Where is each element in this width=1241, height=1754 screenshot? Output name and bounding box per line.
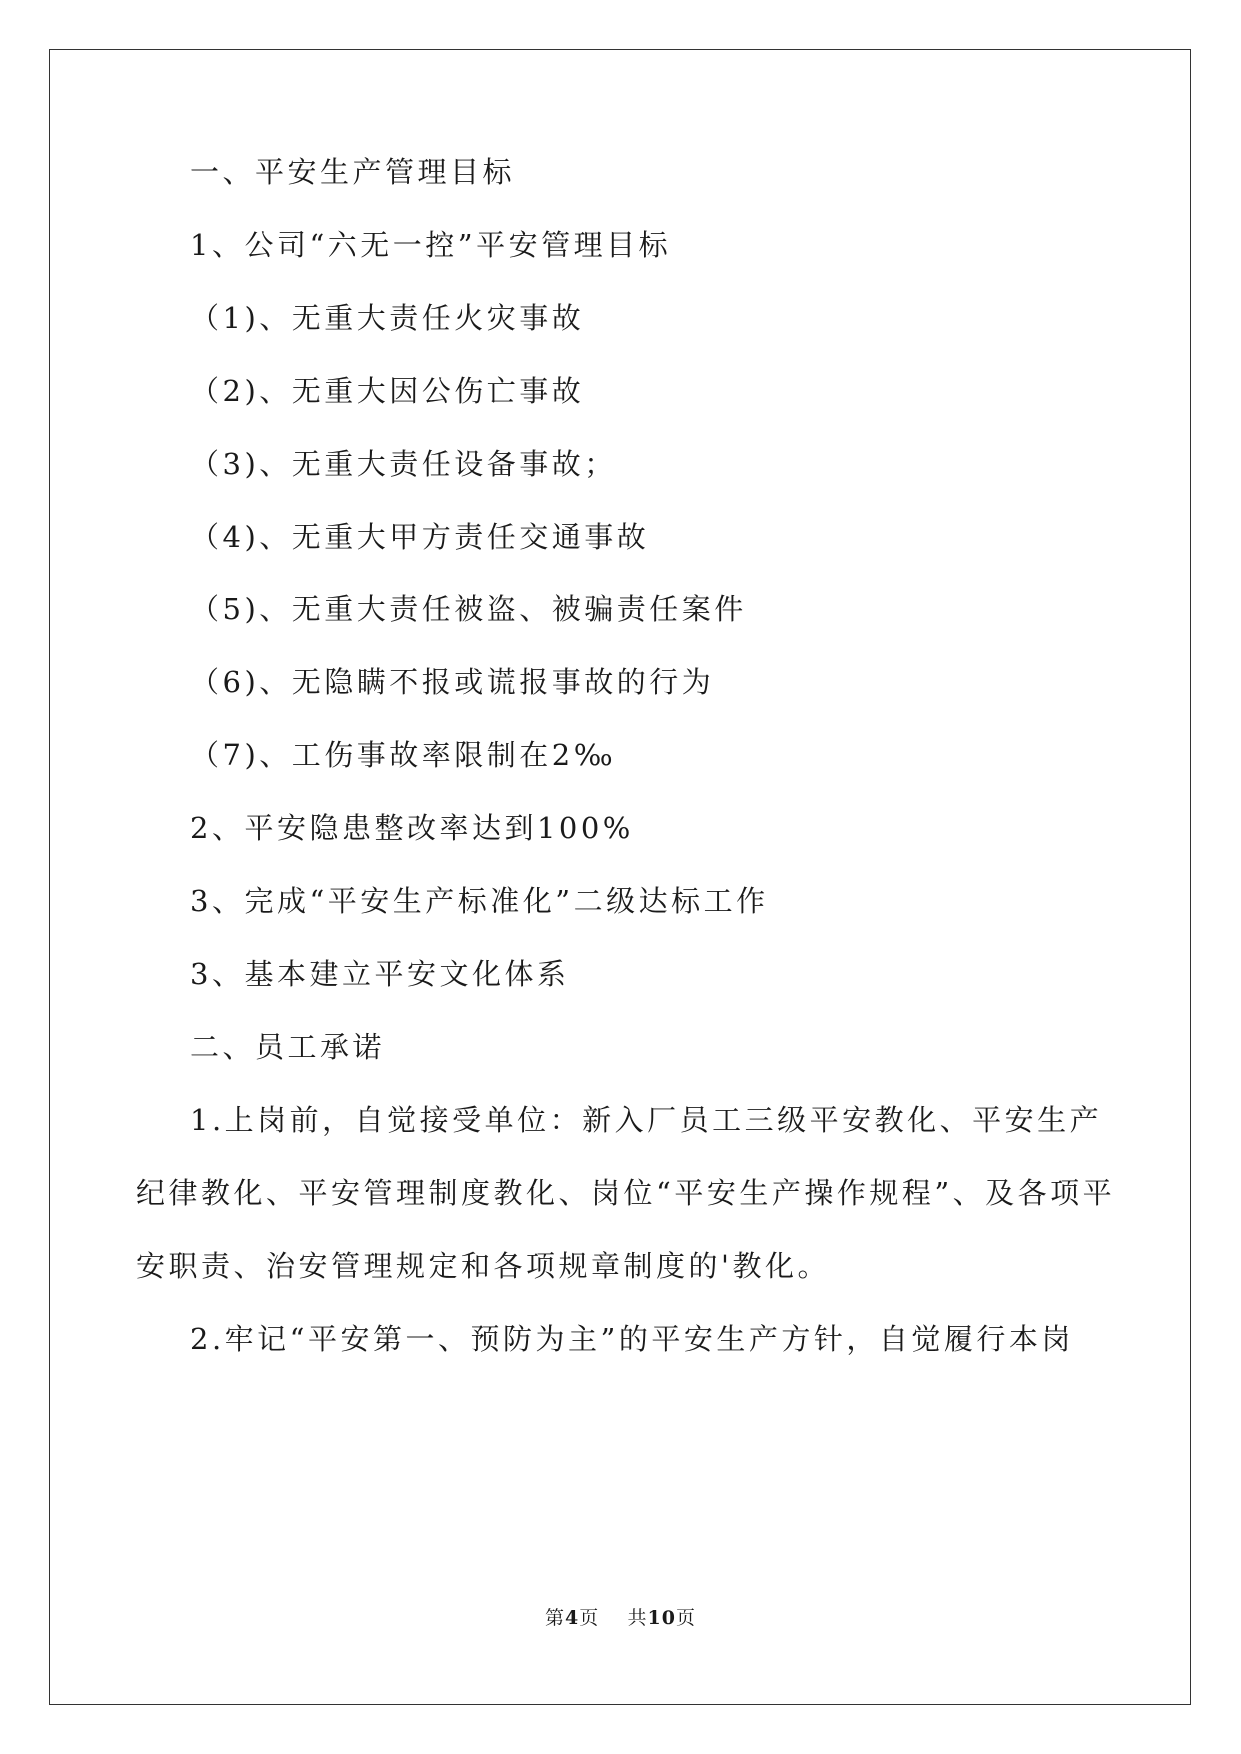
goal-subitem-6: （6)、无隐瞒不报或谎报事故的行为 [190, 665, 715, 699]
pledge-item-1-line-2: 纪律教化、平安管理制度教化、岗位“平安生产操作规程”、及各项平 [136, 1176, 1116, 1210]
goal-subitem-1: （1)、无重大责任火灾事故 [190, 301, 585, 335]
pledge-item-1-line-1: 1.上岗前，自觉接受单位：新入厂员工三级平安教化、平安生产 [190, 1103, 1103, 1137]
footer-page-unit: 页 [579, 1607, 600, 1629]
footer-total-unit: 页 [675, 1607, 696, 1629]
goal-item-2: 2、平安隐患整改率达到100% [190, 811, 634, 845]
goal-item-3: 3、完成“平安生产标准化”二级达标工作 [190, 884, 769, 918]
section-heading-safety-goals: 一、平安生产管理目标 [190, 155, 516, 189]
pledge-item-1-line-3: 安职责、治安管理规定和各项规章制度的'教化。 [136, 1249, 830, 1283]
goal-subitem-7: （7)、工伤事故率限制在2‰ [190, 738, 617, 772]
footer-total-pages: 10 [647, 1607, 676, 1629]
footer-page-prefix: 第 [545, 1607, 566, 1629]
goal-subitem-2: （2)、无重大因公伤亡事故 [190, 374, 585, 408]
goal-item-1: 1、公司“六无一控”平安管理目标 [190, 228, 672, 262]
footer-total-prefix: 共 [627, 1607, 648, 1629]
goal-subitem-4: （4)、无重大甲方责任交通事故 [190, 520, 650, 554]
section-heading-employee-pledge: 二、员工承诺 [190, 1030, 386, 1064]
pledge-item-2-line-1: 2.牢记“平安第一、预防为主”的平安生产方针，自觉履行本岗 [190, 1322, 1074, 1356]
page-footer [0, 1606, 1241, 1630]
goal-item-3b: 3、基本建立平安文化体系 [190, 957, 570, 991]
goal-subitem-5: （5)、无重大责任被盗、被骗责任案件 [190, 592, 747, 626]
goal-subitem-3: （3)、无重大责任设备事故； [190, 447, 617, 481]
footer-page-number: 4 [565, 1607, 580, 1629]
